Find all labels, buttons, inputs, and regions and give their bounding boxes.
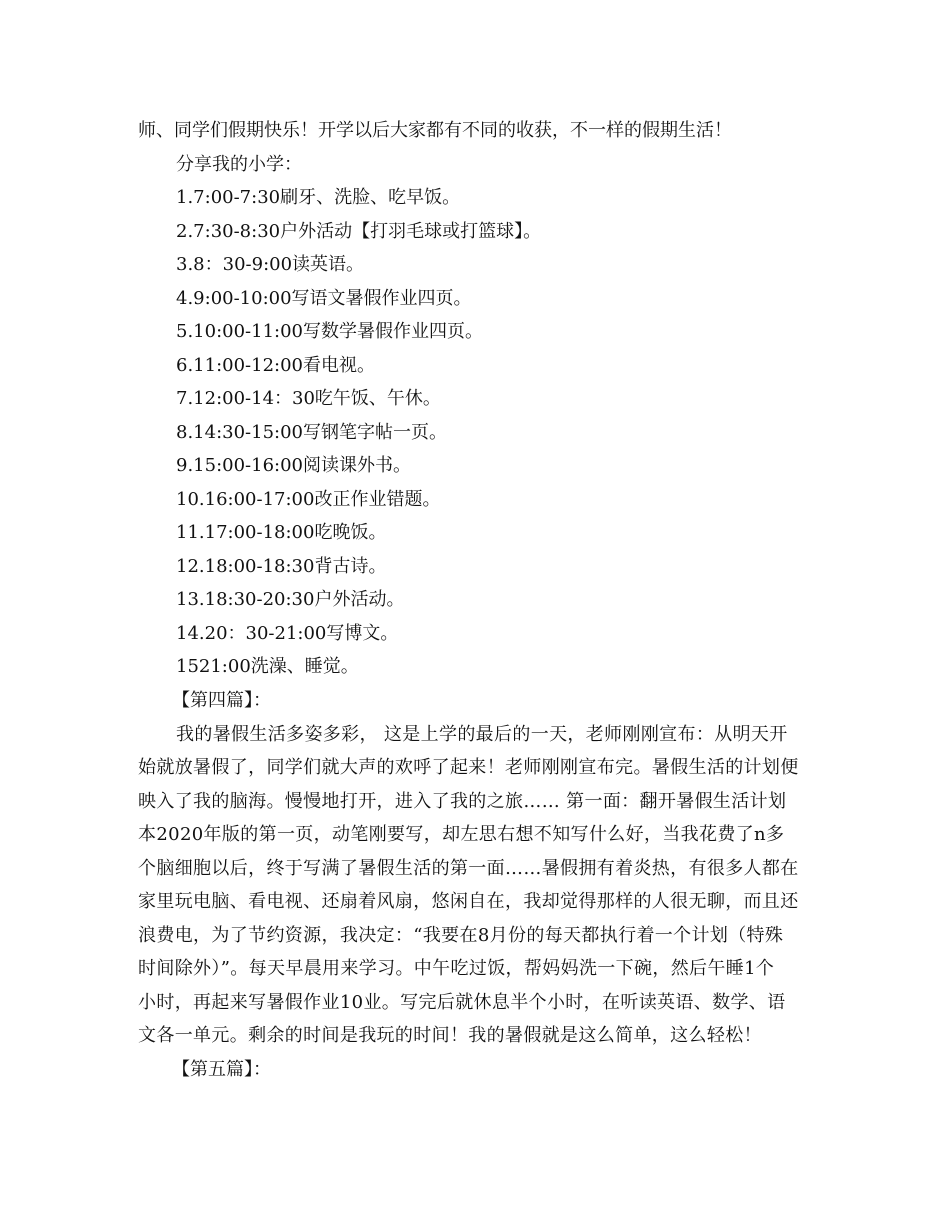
list-item: 6.11:00-12:00看电视。 — [176, 355, 376, 376]
list-item: 3.8：30-9:00读英语。 — [176, 254, 365, 275]
list-item: 5.10:00-11:00写数学暑假作业四页。 — [176, 321, 484, 342]
list-item: 11.17:00-18:00吃晚饭。 — [176, 522, 387, 543]
paragraph-line: 小时，再起来写暑假作业10业。写完后就休息半个小时，在听读英语、数学、语 — [138, 992, 786, 1013]
paragraph-line: 始就放暑假了，同学们就大声的欢呼了起来！老师刚刚宣布完。暑假生活的计划便 — [138, 757, 799, 778]
list-item: 1521:00洗澡、睡觉。 — [176, 656, 359, 677]
intro-line: 师、同学们假期快乐！开学以后大家都有不同的收获，不一样的假期生活！ — [138, 120, 732, 141]
list-item: 10.16:00-17:00改正作业错题。 — [176, 489, 441, 510]
list-item: 14.20：30-21:00写博文。 — [176, 623, 399, 644]
section-heading-4: 【第四篇】： — [172, 690, 271, 711]
list-item: 7.12:00-14：30吃午饭、午休。 — [176, 388, 441, 409]
paragraph-line: 时间除外）”。每天早晨用来学习。中午吃过饭，帮妈妈洗一下碗，然后午睡1个 — [138, 958, 775, 979]
list-item: 1.7:00-7:30刷牙、洗脸、吃早饭。 — [176, 187, 461, 208]
list-item: 12.18:00-18:30背古诗。 — [176, 556, 387, 577]
paragraph-line: 我的暑假生活多姿多彩， 这是上学的最后的一天，老师刚刚宣布：从明天开 — [176, 724, 788, 745]
list-item: 8.14:30-15:00写钢笔字帖一页。 — [176, 422, 448, 443]
paragraph-line: 家里玩电脑、看电视、还扇着风扇，悠闲自在，我却觉得那样的人很无聊，而且还 — [138, 891, 799, 912]
list-item: 2.7:30-8:30户外活动【打羽毛球或打篮球】。 — [176, 221, 542, 242]
share-heading: 分享我的小学： — [176, 154, 302, 175]
paragraph-line: 文各一单元。剩余的时间是我玩的时间！我的暑假就是这么简单，这么轻松！ — [138, 1025, 762, 1046]
list-item: 4.9:00-10:00写语文暑假作业四页。 — [176, 288, 472, 309]
list-item: 13.18:30-20:30户外活动。 — [176, 589, 405, 610]
list-item: 9.15:00-16:00阅读课外书。 — [176, 455, 412, 476]
paragraph-line: 映入了我的脑海。慢慢地打开，进入了我的之旅…… 第一面：翻开暑假生活计划 — [138, 791, 787, 812]
paragraph-line: 本2020年版的第一页，动笔刚要写，却左思右想不知写什么好，当我花费了n多 — [138, 824, 785, 845]
paragraph-line: 个脑细胞以后，终于写满了暑假生活的第一面……暑假拥有着炎热，有很多人都在 — [138, 858, 799, 879]
section-heading-5: 【第五篇】： — [172, 1059, 271, 1080]
paragraph-line: 浪费电，为了节约资源，我决定：“我要在8月份的每天都执行着一个计划（特殊 — [138, 925, 784, 946]
